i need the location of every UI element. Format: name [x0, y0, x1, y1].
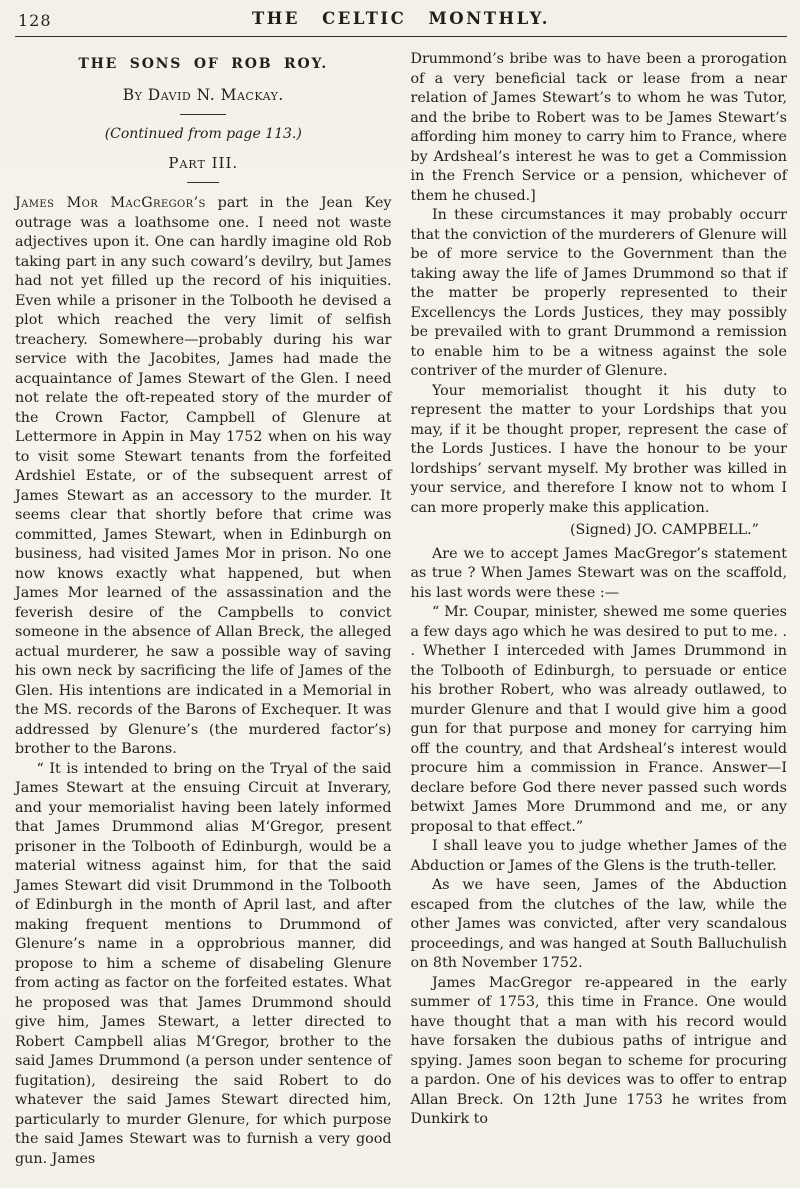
masthead: [15, 9, 787, 33]
part-heading: Part III.: [168, 153, 239, 172]
journal-title: THE CELTIC MONTHLY.: [251, 9, 551, 28]
left-column: [15, 50, 392, 1169]
page-number: 128: [18, 11, 52, 30]
paragraph: (Signed) JO. CAMPBELL.”: [569, 522, 759, 538]
byline-divider-rule: [180, 114, 226, 115]
right-column-text: [411, 50, 788, 1130]
paragraph: As we have seen, James of the Abduction escaped from the clutches of the law, while the other James was convicted, after very scandalous proceedings, and was hanged at South Balluchulish on 8th November 1752.: [410, 877, 787, 971]
masthead-rule: [15, 36, 787, 37]
paragraph: In these circumstances it may probably occurr that the conviction of the murderers of Glenure will be of more service to the Government than the taking away the life of James Drummond so that if the matter be properly represented to their Excellencys the Lords Justices, they may possibly be prevailed with to grant Drummond a remission to enable him to be a witness against the sole contriver of the murder of Glenure.: [410, 207, 787, 379]
paragraph: Drummond’s bribe was to have been a prorogation of a very beneficial tack or lease from a near relation of James Stewart’s to whom he was Tutor, and the bribe to Robert was to be James Stewart’s affording him money to carry him to France, where by Ardsheal’s interest he was to get a Commission in the French Service or a pension, whichever of them he chused.]: [410, 51, 787, 204]
part-divider-rule: [187, 182, 219, 183]
paragraph-lead: James Mor MacGregor’s: [15, 195, 206, 211]
byline: By David N. Mackay.: [122, 85, 284, 104]
paragraph: James MacGregor re-appeared in the early summer of 1753, this time in France. One would have thought that a man with his record would have forsaken the dubious paths of intrigue and spying. James soon began to scheme for procuring a pardon. One of his devices was to offer to entrap Allan Breck. On 12th June 1753 he writes from Dunkirk to: [410, 974, 787, 1127]
article-columns: [15, 50, 787, 1169]
article-title: THE SONS OF ROB ROY.: [78, 56, 329, 72]
paragraph: I shall leave you to judge whether James of the Abduction or James of the Glens is the truth-teller.: [410, 838, 787, 874]
paragraph: Are we to accept James MacGregor’s statement as true ? When James Stewart was on the scaffold, his last words were these :—: [410, 545, 787, 601]
paragraph: “ It is intended to bring on the Tryal of the said James Stewart at the ensuing Circuit at Inverary, and your memorialist having been lately informed that James Drummond alias M‘Gregor, present prisoner in the Tolbooth of Edinburgh, would be a material witness against him, for that the said James Stewart did visit Drummond in the Tolbooth of Edinburgh in the month of April last, and after making frequent mentions to Drummond of Glenure’s name in a opprobrious manner, did propose to him a scheme of disabeling Glenure from acting as factor on the forfeited estates. What he proposed was that James Drummond should give him, James Stewart, a letter directed to Robert Campbell alias M‘Gregor, brother to the said James Drummond (a person under sentence of fugitation), desireing the said Robert to do whatever the said James Stewart directed him, particularly to murder Glenure, for which purpose the said James Stewart was to furnish a very good gun. James: [15, 760, 392, 1167]
paragraph: Your memorialist thought it his duty to represent the matter to your Lordships that you may, if it be thought proper, represent the case of the Lords Justices. I have the honour to be your lordships’ servant myself. My brother was killed in your service, and therefore I know not to whom I can more properly make this application.: [410, 382, 787, 516]
paragraph: “ Mr. Coupar, minister, shewed me some queries a few days ago which he was desired to put to me. . . Whether I interceded with James Drummond in the Tolbooth of Edinburgh, to persuade or entice his brother Robert, who was already outlawed, to murder Glenure and that I would give him a good gun for that purpose and money for carrying him off the country, and that Ardsheal’s interest would procure him a commission in France. Answer—I declare before God there never passed such words betwixt James More Drummond and me, or any proposal to that effect.”: [410, 604, 787, 835]
left-column-text: [15, 194, 392, 1169]
continued-note: (Continued from page 113.): [104, 126, 302, 142]
right-column: [411, 50, 788, 1169]
paragraph: James Mor MacGregor’s part in the Jean Key outrage was a loathsome one. I need not waste adjectives upon it. One can hardly imagine old Rob taking part in any such coward’s devilry, but James had not yet filled up the record of his iniquities. Even while a prisoner in the Tolbooth he devised a plot which reached the very limit of selfish treachery. Somewhere—probably during his war service with the Jacobites, James had made the acquaintance of James Stewart of the Glen. I need not relate the oft-repeated story of the murder of the Crown Factor, Campbell of Glenure at Lettermore in Appin in May 1752 when on his way to visit some Stewart tenants from the forfeited Ardshiel Estate, or of the subsequent arrest of James Stewart as an accessory to the murder. It seems clear that shortly before that crime was committed, James Stewart, when in Edinburgh on business, had visited James Mor in prison. No one now knows exactly what happened, but when James Mor learned of the assassination and the feverish desire of the Campbells to convict someone in the absence of Allan Breck, the alleged actual murderer, he saw a possible way of saving his own neck by sacrificing the life of James of the Glen. His intentions are indicated in a Memorial in the MS. records of the Barons of Exchequer. It was addressed by Glenure’s (the murdered factor’s) brother to the Barons.: [15, 195, 392, 757]
